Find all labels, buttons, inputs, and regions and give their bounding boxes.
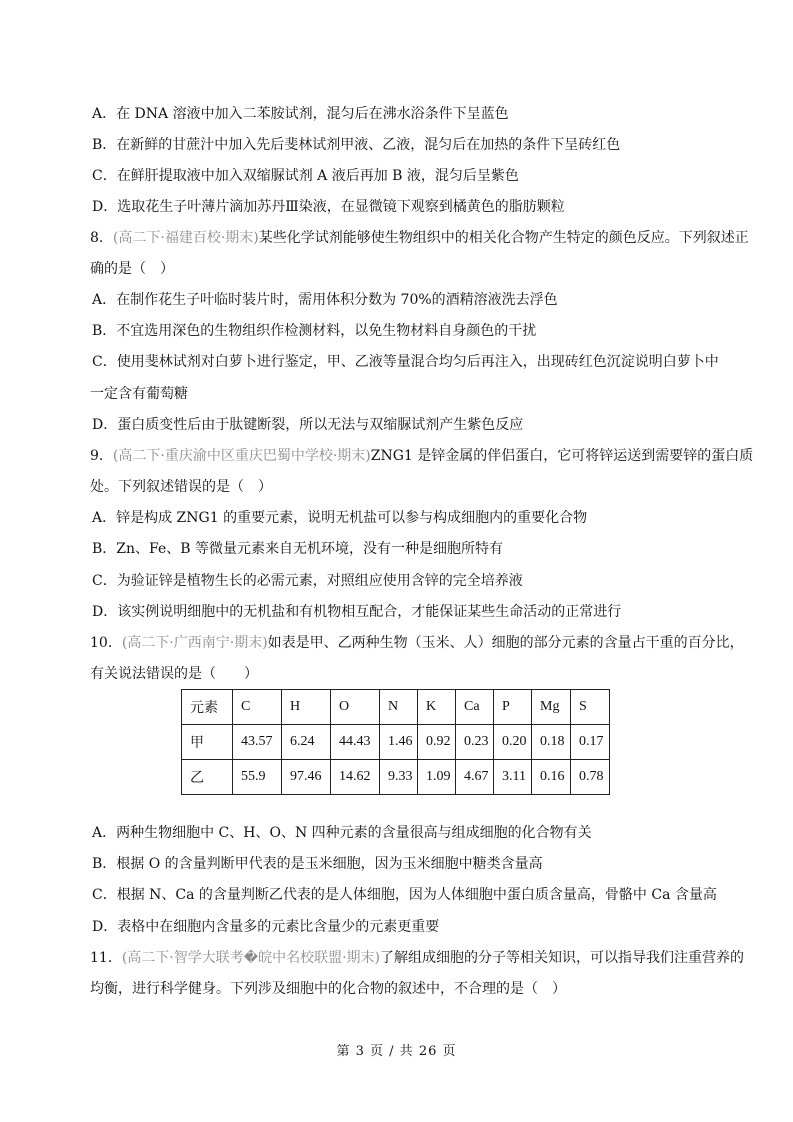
question-source: (高二下·福建百校·期末) [112, 230, 259, 246]
table-cell: N [380, 690, 418, 725]
table-cell: 97.46 [282, 760, 331, 795]
question-source: (高二下·广西南宁·期末) [121, 635, 268, 651]
table-cell: 0.16 [532, 760, 571, 795]
table-header-row [182, 690, 610, 725]
prev-option-a: A．在 DNA 溶液中加入二苯胺试剂，混匀后在沸水浴条件下呈蓝色 [92, 106, 509, 122]
question-9-stem-cont: 处。下列叙述错误的是（ ） [90, 479, 272, 495]
prev-option-d: D．选取花生子叶薄片滴加苏丹Ⅲ染液，在显微镜下观察到橘黄色的脂肪颗粒 [92, 199, 565, 215]
q9-option-d: D．该实例说明细胞中的无机盐和有机物相互配合，才能保证某些生命活动的正常进行 [92, 604, 622, 620]
q9-option-b: B．Zn、Fe、B 等微量元素来自无机环境，没有一种是细胞所特有 [92, 541, 504, 557]
table-cell: 43.57 [233, 725, 282, 760]
prev-option-c: C．在鲜肝提取液中加入双缩脲试剂 A 液后再加 B 液，混匀后呈紫色 [92, 168, 519, 184]
question-number: 11． [90, 950, 122, 966]
table-cell: 6.24 [282, 725, 331, 760]
element-content-table [181, 689, 610, 795]
table-cell: 0.17 [571, 725, 610, 760]
table-cell: 55.9 [233, 760, 282, 795]
table-row [182, 725, 610, 760]
question-10-stem [90, 633, 744, 653]
question-8-stem [90, 228, 749, 248]
q9-option-c: C．为验证锌是植物生长的必需元素，对照组应使用含锌的完全培养液 [92, 573, 523, 589]
question-source: (高二下·智学大联考�皖中名校联盟·期末) [121, 950, 381, 966]
question-text: 如表是甲、乙两种生物（玉米、人）细胞的部分元素的含量占干重的百分比， [267, 635, 744, 651]
table-cell: 0.92 [418, 725, 456, 760]
table-cell: 0.20 [494, 725, 532, 760]
table-cell: C [233, 690, 282, 725]
q8-option-c: C．使用斐林试剂对白萝卜进行鉴定，甲、乙液等量混合均匀后再注入，出现砖红色沉淀说明白萝卜中 [92, 354, 719, 370]
table-cell: 0.18 [532, 725, 571, 760]
table-cell: K [418, 690, 456, 725]
q10-option-c: C．根据 N、Ca 的含量判断乙代表的是人体细胞，因为人体细胞中蛋白质含量高，骨骼中 Ca 含量高 [92, 887, 717, 903]
q10-option-a: A．两种生物细胞中 C、H、O、N 四种元素的含量很高与组成细胞的化合物有关 [92, 825, 592, 841]
table-cell: 1.46 [380, 725, 418, 760]
question-11-stem-cont: 均衡，进行科学健身。下列涉及细胞中的化合物的叙述中，不合理的是（ ） [90, 981, 566, 997]
table-row [182, 760, 610, 795]
question-number: 9． [90, 448, 113, 464]
question-text: 了解组成细胞的分子等相关知识，可以指导我们注重营养的 [380, 950, 745, 966]
q9-option-a: A．锌是构成 ZNG1 的重要元素，说明无机盐可以参与构成细胞内的重要化合物 [92, 510, 588, 526]
table-cell: O [331, 690, 380, 725]
table-cell: 0.23 [456, 725, 494, 760]
question-text: ZNG1 是锌金属的伴侣蛋白，它可将锌运送到需要锌的蛋白质 [370, 448, 754, 464]
table-cell: 9.33 [380, 760, 418, 795]
question-9-stem [90, 446, 753, 466]
table-cell: 3.11 [494, 760, 532, 795]
table-cell: 甲 [182, 725, 233, 760]
q8-option-c-cont: 一定含有葡萄糖 [90, 386, 188, 402]
q10-option-b: B．根据 O 的含量判断甲代表的是玉米细胞，因为玉米细胞中糖类含量高 [92, 856, 543, 872]
table-cell: S [571, 690, 610, 725]
table-cell: H [282, 690, 331, 725]
q8-option-d: D．蛋白质变性后由于肽键断裂，所以无法与双缩脲试剂产生紫色反应 [92, 417, 524, 433]
page-footer: 第 3 页 / 共 26 页 [336, 1044, 457, 1059]
question-text: 某些化学试剂能够使生物组织中的相关化合物产生特定的颜色反应。下列叙述正 [258, 230, 749, 246]
table-cell: Ca [456, 690, 494, 725]
table-cell: 0.78 [571, 760, 610, 795]
table-cell: 4.67 [456, 760, 494, 795]
table-cell: 乙 [182, 760, 233, 795]
table-cell: 14.62 [331, 760, 380, 795]
question-source: (高二下·重庆渝中区重庆巴蜀中学校·期末) [112, 448, 371, 464]
table-cell: 44.43 [331, 725, 380, 760]
question-10-stem-cont: 有关说法错误的是（ ） [90, 666, 258, 682]
q8-option-b: B．不宜选用深色的生物组织作检测材料，以免生物材料自身颜色的干扰 [92, 323, 537, 339]
q10-option-d: D．表格中在细胞内含量多的元素比含量少的元素更重要 [92, 919, 440, 935]
question-11-stem [90, 948, 744, 968]
question-number: 10． [90, 635, 122, 651]
table-cell: 1.09 [418, 760, 456, 795]
table-cell: P [494, 690, 532, 725]
question-8-stem-cont: 确的是（ ） [90, 261, 174, 277]
q8-option-a: A．在制作花生子叶临时装片时，需用体积分数为 70%的酒精溶液洗去浮色 [92, 292, 558, 308]
question-number: 8． [90, 230, 113, 246]
table-cell: 元素 [182, 690, 233, 725]
table-cell: Mg [532, 690, 571, 725]
prev-option-b: B．在新鲜的甘蔗汁中加入先后斐林试剂甲液、乙液，混匀后在加热的条件下呈砖红色 [92, 137, 621, 153]
